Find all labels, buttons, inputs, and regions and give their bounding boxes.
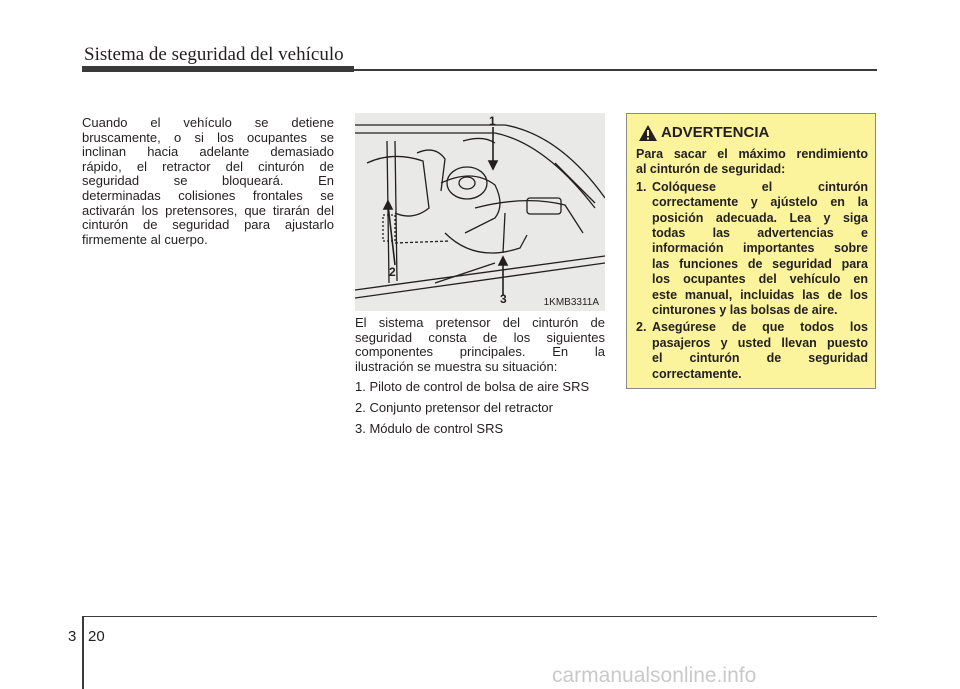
component-list	[355, 380, 605, 436]
mid-line: ilustración se muestra su situación:	[355, 358, 558, 374]
left-line: Cuando el vehículo se detiene	[82, 115, 334, 130]
warning-item-line: este manual, incluidas las de los	[652, 287, 868, 302]
warning-item-line: pasajeros y usted llevan puesto	[652, 335, 868, 350]
left-line: activarán los pretensores, que tirarán del	[82, 202, 334, 218]
page-number: 20	[88, 628, 105, 645]
warning-item-line: las funciones de seguridad para	[652, 256, 868, 271]
left-line: firmemente al cuerpo.	[82, 231, 208, 247]
list-item: 2. Conjunto pretensor del retractor	[355, 399, 553, 415]
warning-intro-line: Para sacar el máximo rendimiento	[636, 147, 868, 161]
left-line: seguridad se bloqueará. En	[82, 173, 334, 189]
warning-title: ADVERTENCIA	[661, 124, 770, 141]
callout-2: 2	[389, 265, 396, 279]
figure-code: 1KMB3311A	[543, 297, 599, 308]
warning-item-line: cinturones y las bolsas de aire.	[652, 303, 838, 318]
warning-item	[636, 320, 868, 382]
section-number: 3	[68, 628, 77, 645]
header-rule-thick	[82, 66, 354, 72]
warning-item-line: correctamente.	[652, 366, 742, 381]
footer-divider	[82, 616, 84, 689]
car-interior-illustration	[355, 113, 605, 311]
warning-item-line: correctamente y ajústelo en la	[652, 195, 868, 210]
left-column-text	[82, 116, 334, 247]
mid-line: seguridad consta de los siguientes	[355, 329, 605, 345]
warning-body	[636, 147, 868, 382]
warning-item	[636, 180, 868, 319]
warning-item-line: posición adecuada. Lea y siga	[652, 210, 868, 225]
header-rule-thin	[354, 69, 877, 71]
left-line: cinturón de seguridad para ajustarlo	[82, 217, 334, 233]
list-item: 1. Piloto de control de bolsa de aire SRS	[355, 379, 590, 395]
warning-triangle-icon	[639, 125, 657, 141]
warning-intro-line: al cinturón de seguridad:	[636, 162, 786, 177]
callout-3: 3	[500, 292, 507, 306]
footer-rule	[82, 616, 877, 617]
warning-header	[639, 124, 769, 141]
list-item: 3. Módulo de control SRS	[355, 420, 504, 436]
page-header-title: Sistema de seguridad del vehículo	[84, 44, 344, 65]
warning-item-line: Colóquese el cinturón	[652, 179, 868, 194]
warning-item-line: todas las advertencias e	[652, 226, 868, 241]
watermark: carmanualsonline.info	[552, 664, 757, 687]
warning-item-line: el cinturón de seguridad	[652, 351, 868, 366]
left-line: inclinan hacia adelante demasiado	[82, 144, 334, 160]
left-line: rápido, el retractor del cinturón de	[82, 158, 334, 174]
warning-item-line: los ocupantes del vehículo en	[652, 272, 868, 287]
left-line: determinadas colisiones frontales se	[82, 187, 334, 203]
middle-column-text	[355, 316, 605, 442]
mid-line: El sistema pretensor del cinturón de	[355, 315, 605, 330]
warning-item-number: 1.	[636, 179, 647, 194]
warning-item-line: información importantes sobre	[652, 241, 868, 256]
warning-item-number: 2.	[636, 320, 647, 335]
left-line: bruscamente, o si los ocupantes se	[82, 129, 334, 145]
warning-item-line: Asegúrese de que todos los	[652, 320, 868, 335]
callout-1: 1	[489, 114, 496, 128]
warning-box	[626, 113, 876, 389]
mid-line: componentes principales. En la	[355, 344, 605, 360]
car-interior-drawing	[355, 113, 605, 311]
